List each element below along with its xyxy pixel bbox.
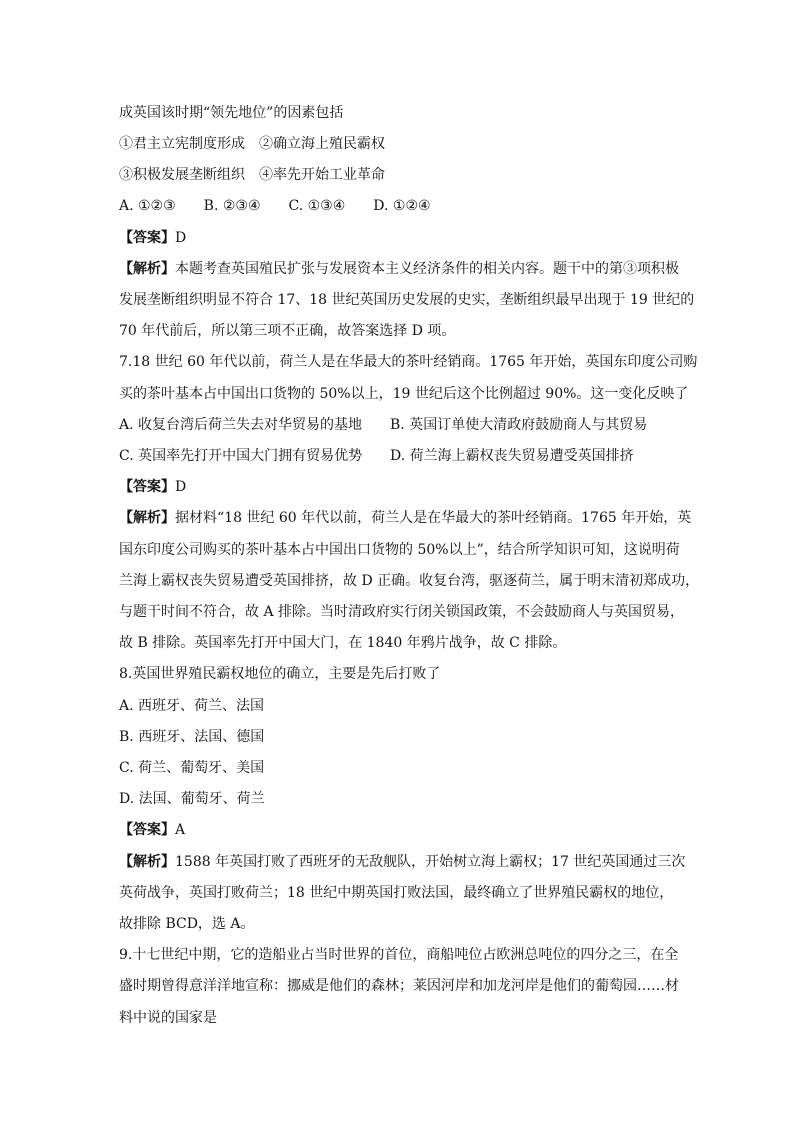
q6-options: A. ①②③ B. ②③④ C. ①③④ D. ①②④ xyxy=(119,198,431,214)
q9-stem-line2: 盛时期曾得意洋洋地宣称：挪威是他们的森林；莱因河岸和加龙河岸是他们的葡萄园……材 xyxy=(119,978,679,994)
analysis-label: 【解析】 xyxy=(119,854,175,870)
q7-analysis-line4: 与题干时间不符合，故 A 排除。当时清政府实行闭关锁国政策，不会鼓励商人与英国贸易， xyxy=(119,604,685,620)
q8-analysis-line1: 【解析】1588 年英国打败了西班牙的无敌舰队，开始树立海上霸权；17 世纪英国通过三次 xyxy=(119,854,686,870)
q7-stem-line1: 7.18 世纪 60 年代以前，荷兰人是在华最大的茶叶经销商。1765 年开始，英国东印度公司购 xyxy=(119,354,698,370)
analysis-label: 【解析】 xyxy=(119,261,175,277)
answer-value: A xyxy=(175,822,186,838)
q6-analysis-line3: 70 年代前后，所以第三项不正确，故答案选择 D 项。 xyxy=(119,323,456,339)
q6-items-line1: ①君主立宪制度形成 ②确立海上殖民霸权 xyxy=(119,136,385,152)
q8-option-c: C. 荷兰、葡萄牙、美国 xyxy=(119,760,265,776)
q6-answer xyxy=(119,228,186,248)
q8-option-a: A. 西班牙、荷兰、法国 xyxy=(119,698,265,714)
q6-analysis-line1: 【解析】本题考查英国殖民扩张与发展资本主义经济条件的相关内容。题干中的第③项积极 xyxy=(119,261,679,277)
q6-stem-tail: 成英国该时期“领先地位”的因素包括 xyxy=(119,105,344,121)
q8-stem: 8.英国世界殖民霸权地位的确立，主要是先后打败了 xyxy=(119,666,441,682)
answer-value: D xyxy=(175,479,187,495)
answer-label: 【答案】 xyxy=(119,230,175,246)
q6-items-line2: ③积极发展垄断组织 ④率先开始工业革命 xyxy=(119,167,385,183)
q7-option-b: B. 英国订单使大清政府鼓励商人与其贸易 xyxy=(390,417,648,433)
q8-option-d: D. 法国、葡萄牙、荷兰 xyxy=(119,791,265,807)
q9-stem-line1: 9.十七世纪中期，它的造船业占当时世界的首位，商船吨位占欧洲总吨位的四分之三，在全 xyxy=(119,947,679,963)
answer-label: 【答案】 xyxy=(119,822,175,838)
answer-label: 【答案】 xyxy=(119,479,175,495)
q8-analysis-line3: 故排除 BCD，选 A。 xyxy=(119,916,255,932)
q7-answer xyxy=(119,477,186,497)
q6-analysis-line2: 发展垄断组织明显不符合 17、18 世纪英国历史发展的史实，垄断组织最早出现于 19 世纪的 xyxy=(119,292,695,308)
q7-analysis-line1: 【解析】据材料“18 世纪 60 年代以前，荷兰人是在华最大的茶叶经销商。1765 年开始，英 xyxy=(119,510,692,526)
q9-stem-line3: 料中说的国家是 xyxy=(119,1010,217,1026)
analysis-label: 【解析】 xyxy=(119,510,175,526)
q8-answer xyxy=(119,820,185,840)
answer-value: D xyxy=(175,230,187,246)
q7-option-c: C. 英国率先打开中国大门拥有贸易优势 xyxy=(119,448,363,464)
q7-analysis-line5: 故 B 排除。英国率先打开中国大门，在 1840 年鸦片战争，故 C 排除。 xyxy=(119,635,567,651)
q8-analysis-line2: 英荷战争，英国打败荷兰；18 世纪中期英国打败法国，最终确立了世界殖民霸权的地位， xyxy=(119,885,674,901)
q7-analysis-line3: 兰海上霸权丧失贸易遭受英国排挤，故 D 正确。收复台湾，驱逐荷兰，属于明末清初郑成功， xyxy=(119,573,700,589)
q7-analysis-line2: 国东印度公司购买的茶叶基本占中国出口货物的 50%以上”，结合所学知识可知，这说明荷 xyxy=(119,542,680,558)
q8-option-b: B. 西班牙、法国、德国 xyxy=(119,729,265,745)
q7-stem-line2: 买的茶叶基本占中国出口货物的 50%以上，19 世纪后这个比例超过 90%。这一变化反映了 xyxy=(119,386,689,402)
q7-option-d: D. 荷兰海上霸权丧失贸易遭受英国排挤 xyxy=(390,448,634,464)
q7-option-a: A. 收复台湾后荷兰失去对华贸易的基地 xyxy=(119,417,363,433)
